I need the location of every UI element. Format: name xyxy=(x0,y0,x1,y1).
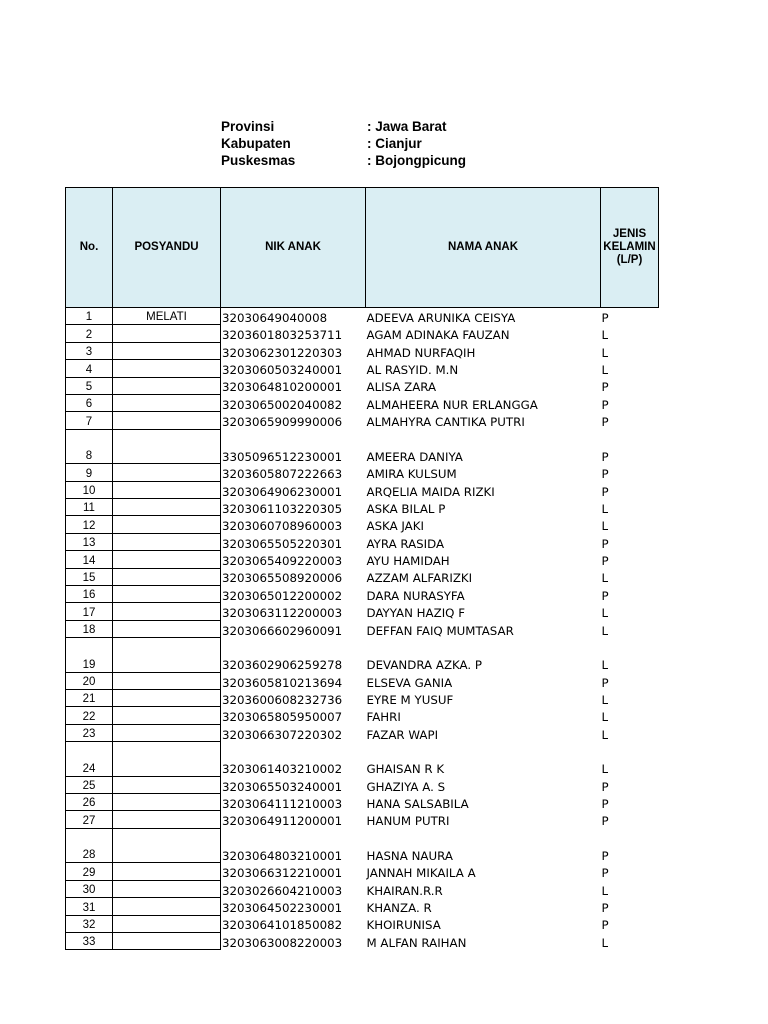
posyandu-cell xyxy=(113,429,221,464)
gender-cell: L xyxy=(601,623,609,638)
gender-cell: P xyxy=(601,901,609,916)
row-number: 29 xyxy=(66,863,113,880)
row-number: 1 xyxy=(66,308,113,325)
gender-cell: P xyxy=(601,467,609,482)
table-row xyxy=(66,603,659,620)
table-row xyxy=(66,516,659,533)
posyandu-cell xyxy=(113,620,221,637)
gender-cell: P xyxy=(601,796,609,811)
nik-cell: 3203062301220303 xyxy=(221,342,366,359)
nik-cell: 3203061103220305 xyxy=(221,499,366,516)
name-cell: AMIRA KULSUM xyxy=(366,467,457,482)
regency-row xyxy=(221,135,466,152)
nik-cell: 3203065805950007 xyxy=(221,707,366,724)
gender-cell: P xyxy=(601,588,609,603)
posyandu-cell xyxy=(113,342,221,359)
table-row xyxy=(66,412,659,429)
table-row xyxy=(66,377,659,394)
name-cell: HANA SALSABILA xyxy=(366,796,469,811)
row-number: 5 xyxy=(66,377,113,394)
table-row xyxy=(66,429,659,464)
posyandu-cell xyxy=(113,898,221,915)
row-number: 4 xyxy=(66,360,113,377)
table-row xyxy=(66,551,659,568)
posyandu-cell xyxy=(113,915,221,932)
name-cell: ALISA ZARA xyxy=(366,380,437,395)
nik-cell: 3203026604210003 xyxy=(221,880,366,897)
row-number: 17 xyxy=(66,603,113,620)
nik-cell: 3203065409220003 xyxy=(221,551,366,568)
name-cell: M ALFAN RAIHAN xyxy=(366,935,467,950)
nik-cell: 3203605807222663 xyxy=(221,464,366,481)
gender-cell: L xyxy=(601,883,609,898)
posyandu-cell: MELATI xyxy=(113,308,221,325)
name-cell: KHOIRUNISA xyxy=(366,918,441,933)
row-number: 11 xyxy=(66,499,113,516)
column-header-no: No. xyxy=(66,188,113,308)
name-cell: KHANZA. R xyxy=(366,901,432,916)
province-row xyxy=(221,118,466,135)
name-cell: FAHRI xyxy=(366,710,401,725)
gender-cell: P xyxy=(601,415,609,430)
row-number: 3 xyxy=(66,342,113,359)
name-cell: GHAZIYA A. S xyxy=(366,779,446,794)
gender-cell: P xyxy=(601,380,609,395)
table-row xyxy=(66,638,659,673)
posyandu-cell xyxy=(113,794,221,811)
name-cell: KHAIRAN.R.R xyxy=(366,883,443,898)
name-cell: AL RASYID. M.N xyxy=(366,363,459,378)
row-number: 21 xyxy=(66,690,113,707)
nik-cell: 3203065012200002 xyxy=(221,585,366,602)
name-cell: AYRA RASIDA xyxy=(366,536,445,551)
table-row xyxy=(66,672,659,689)
posyandu-cell xyxy=(113,880,221,897)
province-value: : Jawa Barat xyxy=(367,119,447,134)
row-number: 14 xyxy=(66,551,113,568)
posyandu-cell xyxy=(113,638,221,673)
nik-cell: 3203065002040082 xyxy=(221,394,366,411)
gender-cell: L xyxy=(601,727,609,742)
name-cell: ALMAHEERA NUR ERLANGGA xyxy=(366,397,538,412)
posyandu-cell xyxy=(113,533,221,550)
table-row xyxy=(66,690,659,707)
nik-cell: 3203063112200003 xyxy=(221,603,366,620)
gender-cell: P xyxy=(601,848,609,863)
name-cell: ASKA BILAL P xyxy=(366,501,446,516)
column-header-posyandu: POSYANDU xyxy=(113,188,221,308)
column-header-nama: NAMA ANAK xyxy=(366,188,601,308)
nik-cell: 3203065909990006 xyxy=(221,412,366,429)
gender-cell: L xyxy=(601,519,609,534)
gender-cell: L xyxy=(601,710,609,725)
table-row xyxy=(66,776,659,793)
gender-cell: L xyxy=(601,501,609,516)
posyandu-cell xyxy=(113,828,221,863)
nik-cell: 3203601803253711 xyxy=(221,325,366,342)
posyandu-cell xyxy=(113,499,221,516)
row-number: 19 xyxy=(66,638,113,673)
row-number: 6 xyxy=(66,394,113,411)
posyandu-cell xyxy=(113,412,221,429)
table-row xyxy=(66,394,659,411)
name-cell: AZZAM ALFARIZKI xyxy=(366,571,473,586)
gender-cell: L xyxy=(601,328,609,343)
row-number: 2 xyxy=(66,325,113,342)
nik-cell: 3203066602960091 xyxy=(221,620,366,637)
children-table xyxy=(65,187,659,950)
nik-cell: 3203064502230001 xyxy=(221,898,366,915)
table-row xyxy=(66,828,659,863)
row-number: 30 xyxy=(66,880,113,897)
row-number: 22 xyxy=(66,707,113,724)
row-number: 8 xyxy=(66,429,113,464)
name-cell: HANUM PUTRI xyxy=(366,814,450,829)
row-number: 26 xyxy=(66,794,113,811)
name-cell: ALMAHYRA CANTIKA PUTRI xyxy=(366,415,525,430)
gender-cell: L xyxy=(601,571,609,586)
table-row xyxy=(66,464,659,481)
row-number: 24 xyxy=(66,742,113,777)
gender-cell: P xyxy=(601,536,609,551)
row-number: 9 xyxy=(66,464,113,481)
row-number: 31 xyxy=(66,898,113,915)
name-cell: ELSEVA GANIA xyxy=(366,675,453,690)
gender-cell: L xyxy=(601,606,609,621)
table-row xyxy=(66,863,659,880)
row-number: 28 xyxy=(66,828,113,863)
row-number: 13 xyxy=(66,533,113,550)
gender-cell: L xyxy=(601,363,609,378)
table-row xyxy=(66,620,659,637)
nik-cell: 3203064803210001 xyxy=(221,828,366,863)
name-cell: AMEERA DANIYA xyxy=(366,449,463,464)
table-row xyxy=(66,325,659,342)
row-number: 7 xyxy=(66,412,113,429)
row-number: 23 xyxy=(66,724,113,741)
table-row xyxy=(66,915,659,932)
nik-cell: 3203065508920006 xyxy=(221,568,366,585)
posyandu-cell xyxy=(113,464,221,481)
nik-cell: 3203064101850082 xyxy=(221,915,366,932)
gender-cell: P xyxy=(601,918,609,933)
province-label: Provinsi xyxy=(221,119,275,134)
name-cell: DEVANDRA AZKA. P xyxy=(366,658,483,673)
name-cell: ASKA JAKI xyxy=(366,519,424,534)
gender-cell: L xyxy=(601,658,609,673)
table-header-row xyxy=(66,188,659,308)
posyandu-cell xyxy=(113,776,221,793)
posyandu-cell xyxy=(113,551,221,568)
posyandu-cell xyxy=(113,672,221,689)
posyandu-cell xyxy=(113,811,221,828)
gender-cell: P xyxy=(601,814,609,829)
table-row xyxy=(66,533,659,550)
name-cell: JANNAH MIKAILA A xyxy=(366,866,476,881)
table-row xyxy=(66,742,659,777)
posyandu-cell xyxy=(113,585,221,602)
nik-cell: 3203602906259278 xyxy=(221,638,366,673)
gender-cell: L xyxy=(601,762,609,777)
regency-value: : Cianjur xyxy=(367,136,422,151)
column-header-jenis-kelamin: JENIS KELAMIN (L/P) xyxy=(601,188,659,308)
name-cell: EYRE M YUSUF xyxy=(366,692,454,707)
posyandu-cell xyxy=(113,516,221,533)
posyandu-cell xyxy=(113,394,221,411)
table-row xyxy=(66,724,659,741)
posyandu-cell xyxy=(113,863,221,880)
name-cell: ADEEVA ARUNIKA CEISYA xyxy=(366,310,516,325)
table-row xyxy=(66,360,659,377)
table-row xyxy=(66,568,659,585)
name-cell: DARA NURASYFA xyxy=(366,588,465,603)
gender-cell: P xyxy=(601,779,609,794)
column-header-nik: NIK ANAK xyxy=(221,188,366,308)
nik-cell: 3203060503240001 xyxy=(221,360,366,377)
gender-cell: P xyxy=(601,866,609,881)
gender-cell: P xyxy=(601,554,609,569)
table-row xyxy=(66,707,659,724)
gender-cell: L xyxy=(601,345,609,360)
nik-cell: 3203066312210001 xyxy=(221,863,366,880)
name-cell: FAZAR WAPI xyxy=(366,727,439,742)
posyandu-cell xyxy=(113,325,221,342)
name-cell: GHAISAN R K xyxy=(366,762,445,777)
nik-cell: 3203064911200001 xyxy=(221,811,366,828)
name-cell: HASNA NAURA xyxy=(366,848,453,863)
name-cell: DAYYAN HAZIQ F xyxy=(366,606,465,621)
name-cell: DEFFAN FAIQ MUMTASAR xyxy=(366,623,514,638)
posyandu-cell xyxy=(113,603,221,620)
table-row xyxy=(66,308,659,325)
posyandu-cell xyxy=(113,568,221,585)
puskesmas-label: Puskesmas xyxy=(221,153,296,168)
puskesmas-value: : Bojongpicung xyxy=(367,153,466,168)
table-row xyxy=(66,585,659,602)
nik-cell: 3203605810213694 xyxy=(221,672,366,689)
nik-cell: 3203064810200001 xyxy=(221,377,366,394)
nik-cell: 3203061403210002 xyxy=(221,742,366,777)
location-header xyxy=(221,118,466,169)
nik-cell: 3203064906230001 xyxy=(221,481,366,498)
posyandu-cell xyxy=(113,690,221,707)
table-row xyxy=(66,880,659,897)
gender-cell: P xyxy=(601,484,609,499)
posyandu-cell xyxy=(113,742,221,777)
posyandu-cell xyxy=(113,377,221,394)
puskesmas-row xyxy=(221,152,466,169)
gender-cell: P xyxy=(601,310,609,325)
row-number: 15 xyxy=(66,568,113,585)
row-number: 10 xyxy=(66,481,113,498)
nik-cell: 3203063008220003 xyxy=(221,932,366,949)
row-number: 27 xyxy=(66,811,113,828)
nik-cell: 3305096512230001 xyxy=(221,429,366,464)
nik-cell: 3203060708960003 xyxy=(221,516,366,533)
table-row xyxy=(66,932,659,949)
nik-cell: 32030649040008 xyxy=(221,308,366,325)
posyandu-cell xyxy=(113,707,221,724)
nik-cell: 3203064111210003 xyxy=(221,794,366,811)
row-number: 33 xyxy=(66,932,113,949)
posyandu-cell xyxy=(113,932,221,949)
nik-cell: 3203065505220301 xyxy=(221,533,366,550)
row-number: 25 xyxy=(66,776,113,793)
nik-cell: 3203600608232736 xyxy=(221,690,366,707)
name-cell: AGAM ADINAKA FAUZAN xyxy=(366,328,510,343)
regency-label: Kabupaten xyxy=(221,136,291,151)
table-row xyxy=(66,499,659,516)
gender-cell: P xyxy=(601,449,609,464)
posyandu-cell xyxy=(113,481,221,498)
row-number: 18 xyxy=(66,620,113,637)
posyandu-cell xyxy=(113,724,221,741)
table-row xyxy=(66,794,659,811)
gender-cell: L xyxy=(601,692,609,707)
gender-cell: P xyxy=(601,397,609,412)
table-row xyxy=(66,481,659,498)
gender-cell: L xyxy=(601,935,609,950)
nik-cell: 3203066307220302 xyxy=(221,724,366,741)
posyandu-cell xyxy=(113,360,221,377)
name-cell: ARQELIA MAIDA RIZKI xyxy=(366,484,495,499)
row-number: 12 xyxy=(66,516,113,533)
row-number: 32 xyxy=(66,915,113,932)
name-cell: AHMAD NURFAQIH xyxy=(366,345,476,360)
gender-cell: P xyxy=(601,675,609,690)
table-row xyxy=(66,342,659,359)
row-number: 20 xyxy=(66,672,113,689)
table-row xyxy=(66,898,659,915)
name-cell: AYU HAMIDAH xyxy=(366,554,450,569)
table-row xyxy=(66,811,659,828)
row-number: 16 xyxy=(66,585,113,602)
nik-cell: 3203065503240001 xyxy=(221,776,366,793)
